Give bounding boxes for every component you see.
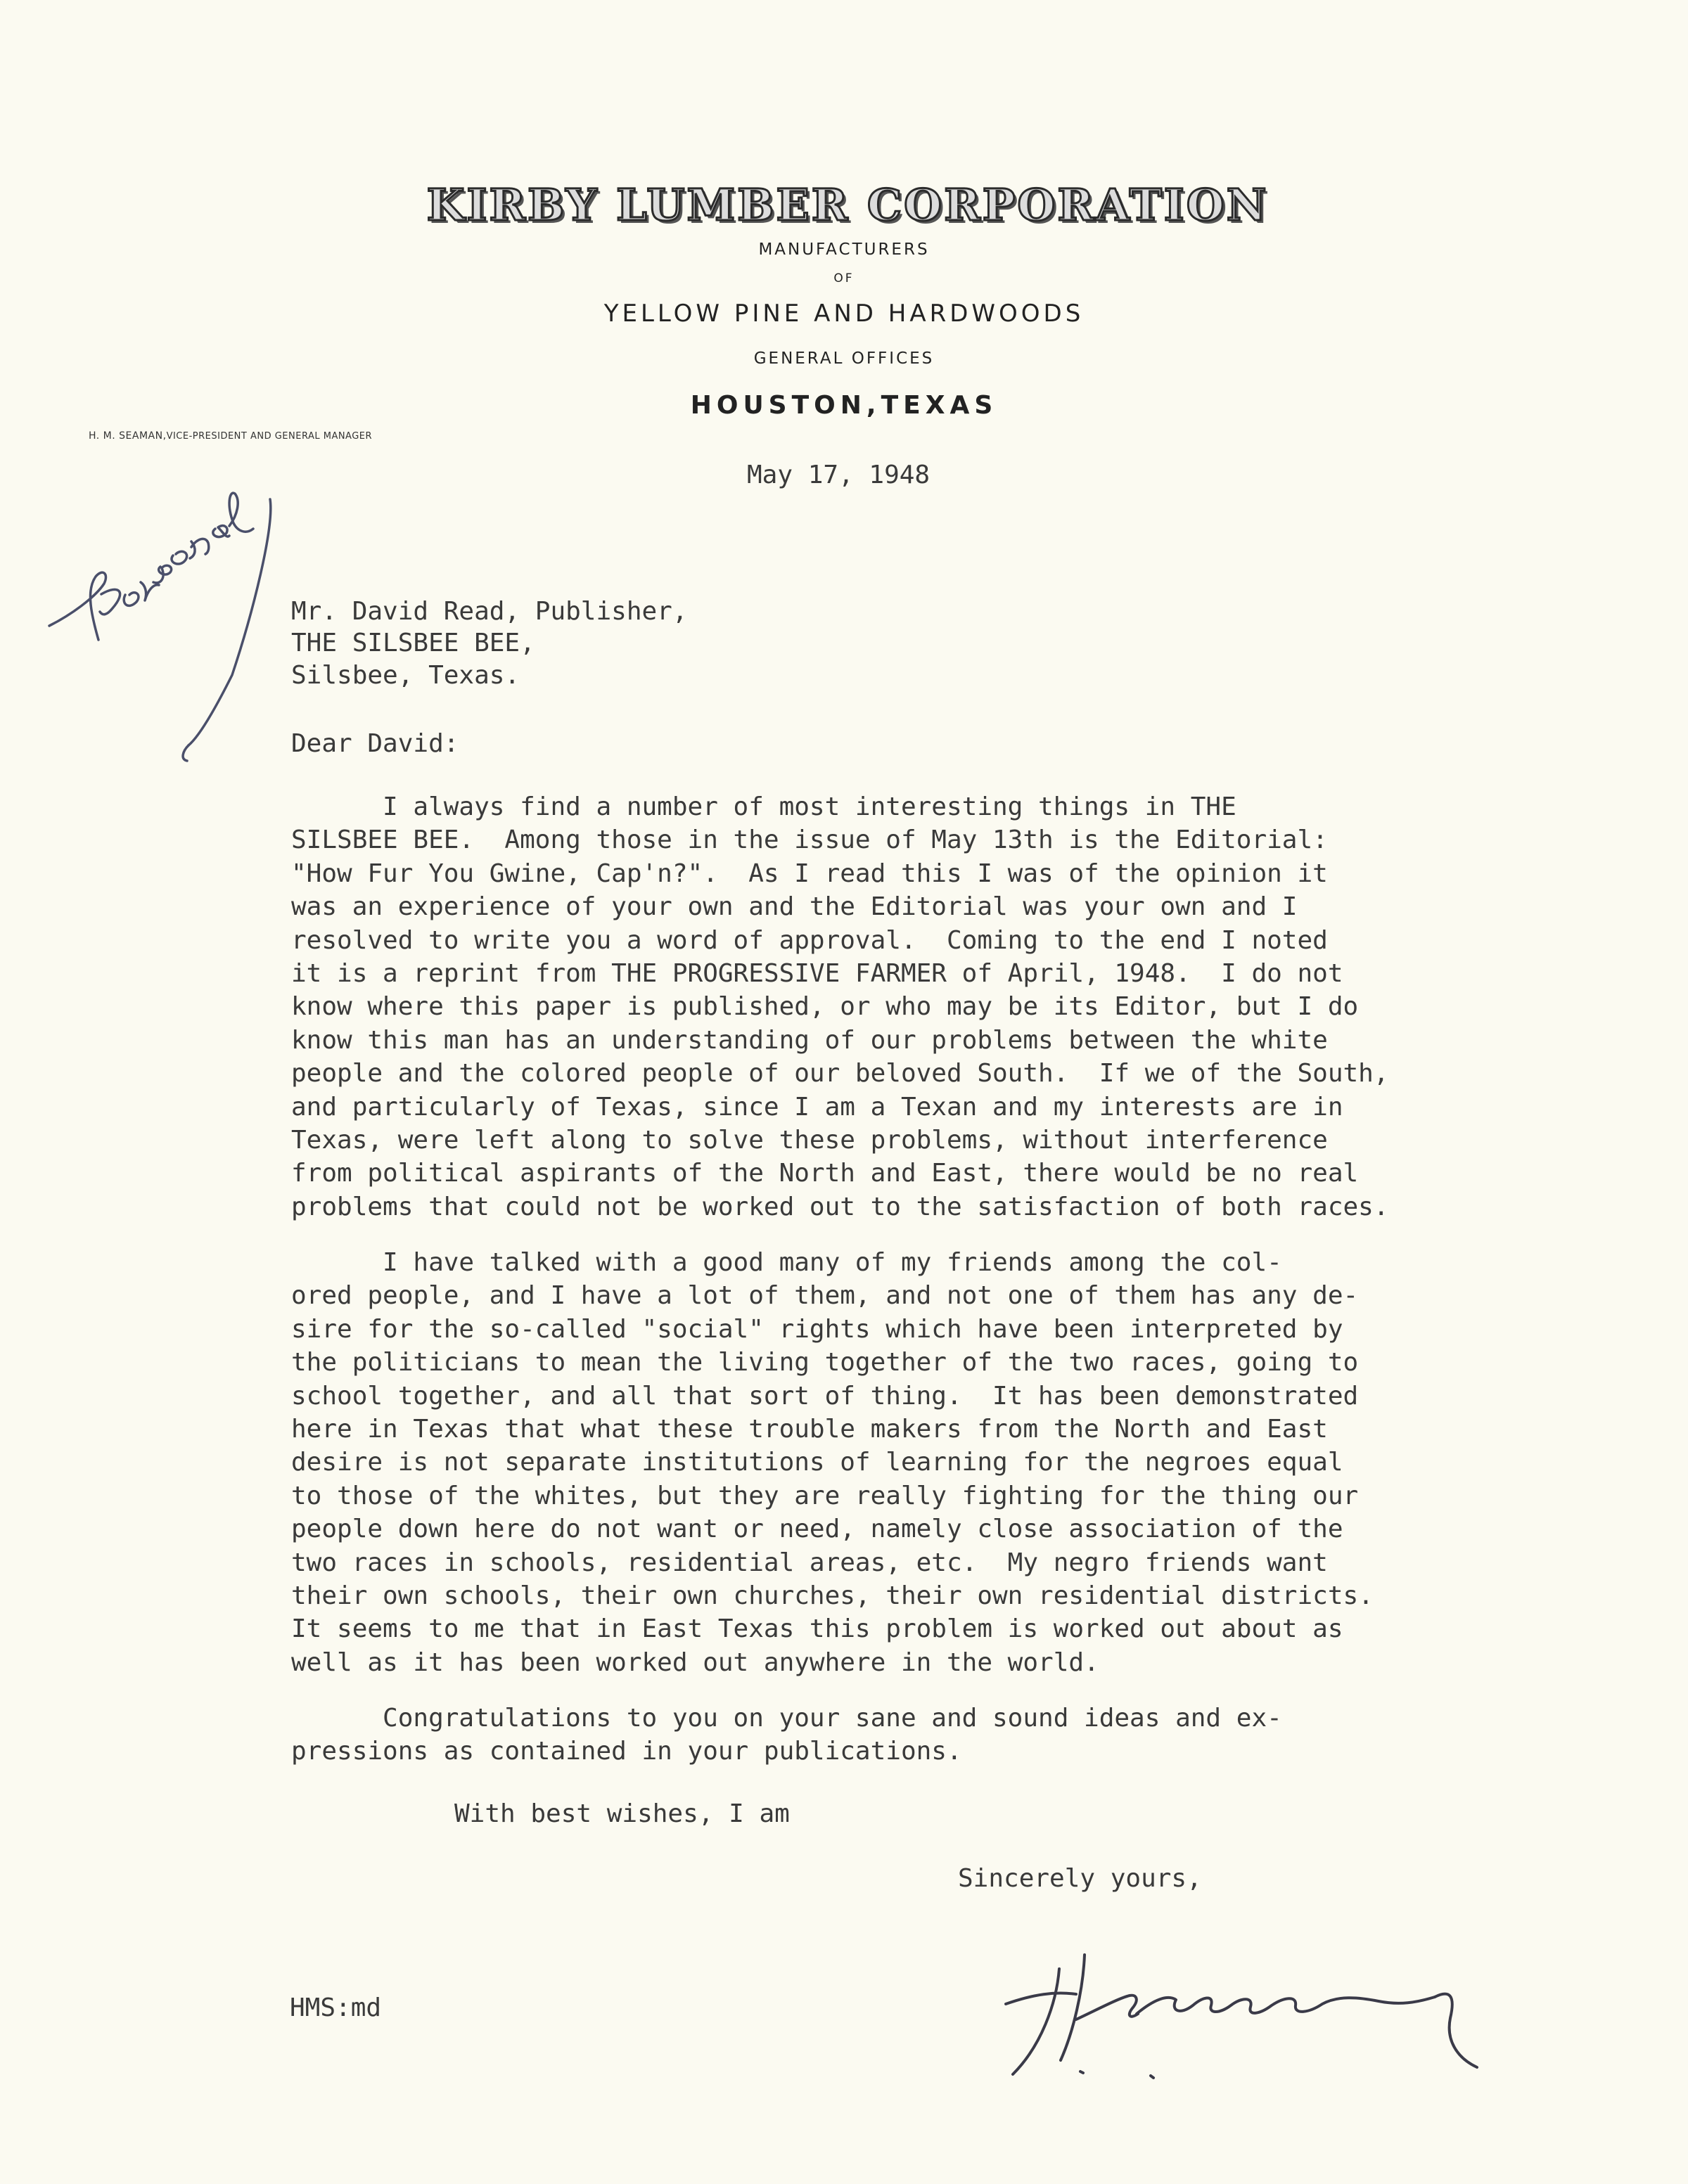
paragraph-line: SILSBEE BEE. Among those in the issue of May 13th is the Editorial: (291, 826, 1328, 855)
paragraph-line: "How Fur You Gwine, Cap'n?". As I read this I was of the opinion it (291, 859, 1328, 888)
paragraph-line: and particularly of Texas, since I am a Texan and my interests are in (291, 1092, 1343, 1122)
paragraph-line: know where this paper is published, or who may be its Editor, but I do (291, 992, 1359, 1022)
paragraph-line: desire is not separate institutions of learning for the negroes equal (291, 1448, 1343, 1477)
officer-title: VICE-PRESIDENT AND GENERAL MANAGER (166, 431, 373, 442)
letterhead-products: YELLOW PINE AND HARDWOODS (603, 300, 1085, 328)
letterhead-manufacturers: MANUFACTURERS (758, 240, 930, 259)
company-name: KIRBY LUMBER CORPORATION (426, 179, 1269, 231)
closing-line: With best wishes, I am (454, 1799, 790, 1828)
paragraph-line: Texas, were left along to solve these problems, without interference (291, 1125, 1328, 1155)
paragraph-line: problems that could not be worked out to the satisfaction of both races. (291, 1192, 1389, 1221)
paragraph-3 (291, 1702, 1282, 1768)
paragraph-line: people and the colored people of our beloved South. If we of the South, (291, 1059, 1389, 1088)
address-line-1: Mr. David Read, Publisher, (291, 597, 688, 626)
paragraph-2 (291, 1246, 1374, 1679)
letterhead-city: HOUSTON,TEXAS (690, 391, 998, 420)
paragraph-line: I have talked with a good many of my friends among the col- (291, 1248, 1282, 1277)
paragraph-line: from political aspirants of the North and East, there would be no real (291, 1159, 1359, 1188)
paragraph-line: I always find a number of most interesting things in THE (291, 792, 1236, 821)
paragraph-line: resolved to write you a word of approval. Coming to the end I noted (291, 925, 1328, 955)
typist-initials: HMS:md (290, 1993, 382, 2022)
letter-date: May 17, 1948 (747, 461, 931, 489)
salutation: Dear David: (291, 729, 459, 758)
paragraph-line: well as it has been worked out anywhere in the world. (291, 1647, 1099, 1677)
paragraph-line: people down here do not want or need, namely close association of the (291, 1515, 1343, 1544)
officer-name: H. M. SEAMAN, (89, 430, 167, 442)
officer-line (89, 430, 372, 442)
paragraph-line: pressions as contained in your publications. (291, 1737, 962, 1766)
signature (992, 1927, 1484, 2088)
paragraph-line: ored people, and I have a lot of them, and not one of them has any de- (291, 1281, 1359, 1311)
paragraph-line: Congratulations to you on your sane and sound ideas and ex- (291, 1704, 1282, 1733)
paragraph-line: the politicians to mean the living together of the two races, going to (291, 1348, 1359, 1377)
signoff: Sincerely yours, (958, 1864, 1202, 1893)
paragraph-line: two races in schools, residential areas, etc. My negro friends want (291, 1548, 1328, 1577)
paragraph-line: it is a reprint from THE PROGRESSIVE FARMER of April, 1948. I do not (291, 958, 1343, 988)
paragraph-line: their own schools, their own churches, their own residential districts. (291, 1581, 1374, 1610)
paragraph-line: to those of the whites, but they are really fighting for the thing our (291, 1481, 1359, 1510)
paragraph-line: was an experience of your own and the Editorial was your own and I (291, 892, 1298, 922)
address-line-3: Silsbee, Texas. (291, 661, 520, 690)
paragraph-line: It seems to me that in East Texas this problem is worked out about as (291, 1614, 1343, 1644)
address-line-2: THE SILSBEE BEE, (291, 629, 535, 657)
paragraph-line: here in Texas that what these trouble makers from the North and East (291, 1414, 1328, 1444)
personal-annotation (42, 471, 324, 766)
paragraph-1 (291, 790, 1389, 1223)
letterhead-of: OF (833, 271, 855, 285)
letterhead-general-offices: GENERAL OFFICES (753, 349, 935, 368)
paragraph-line: school together, and all that sort of thing. It has been demonstrated (291, 1381, 1359, 1411)
paragraph-line: know this man has an understanding of our problems between the white (291, 1025, 1328, 1055)
paragraph-line: sire for the so-called "social" rights which have been interpreted by (291, 1314, 1343, 1344)
